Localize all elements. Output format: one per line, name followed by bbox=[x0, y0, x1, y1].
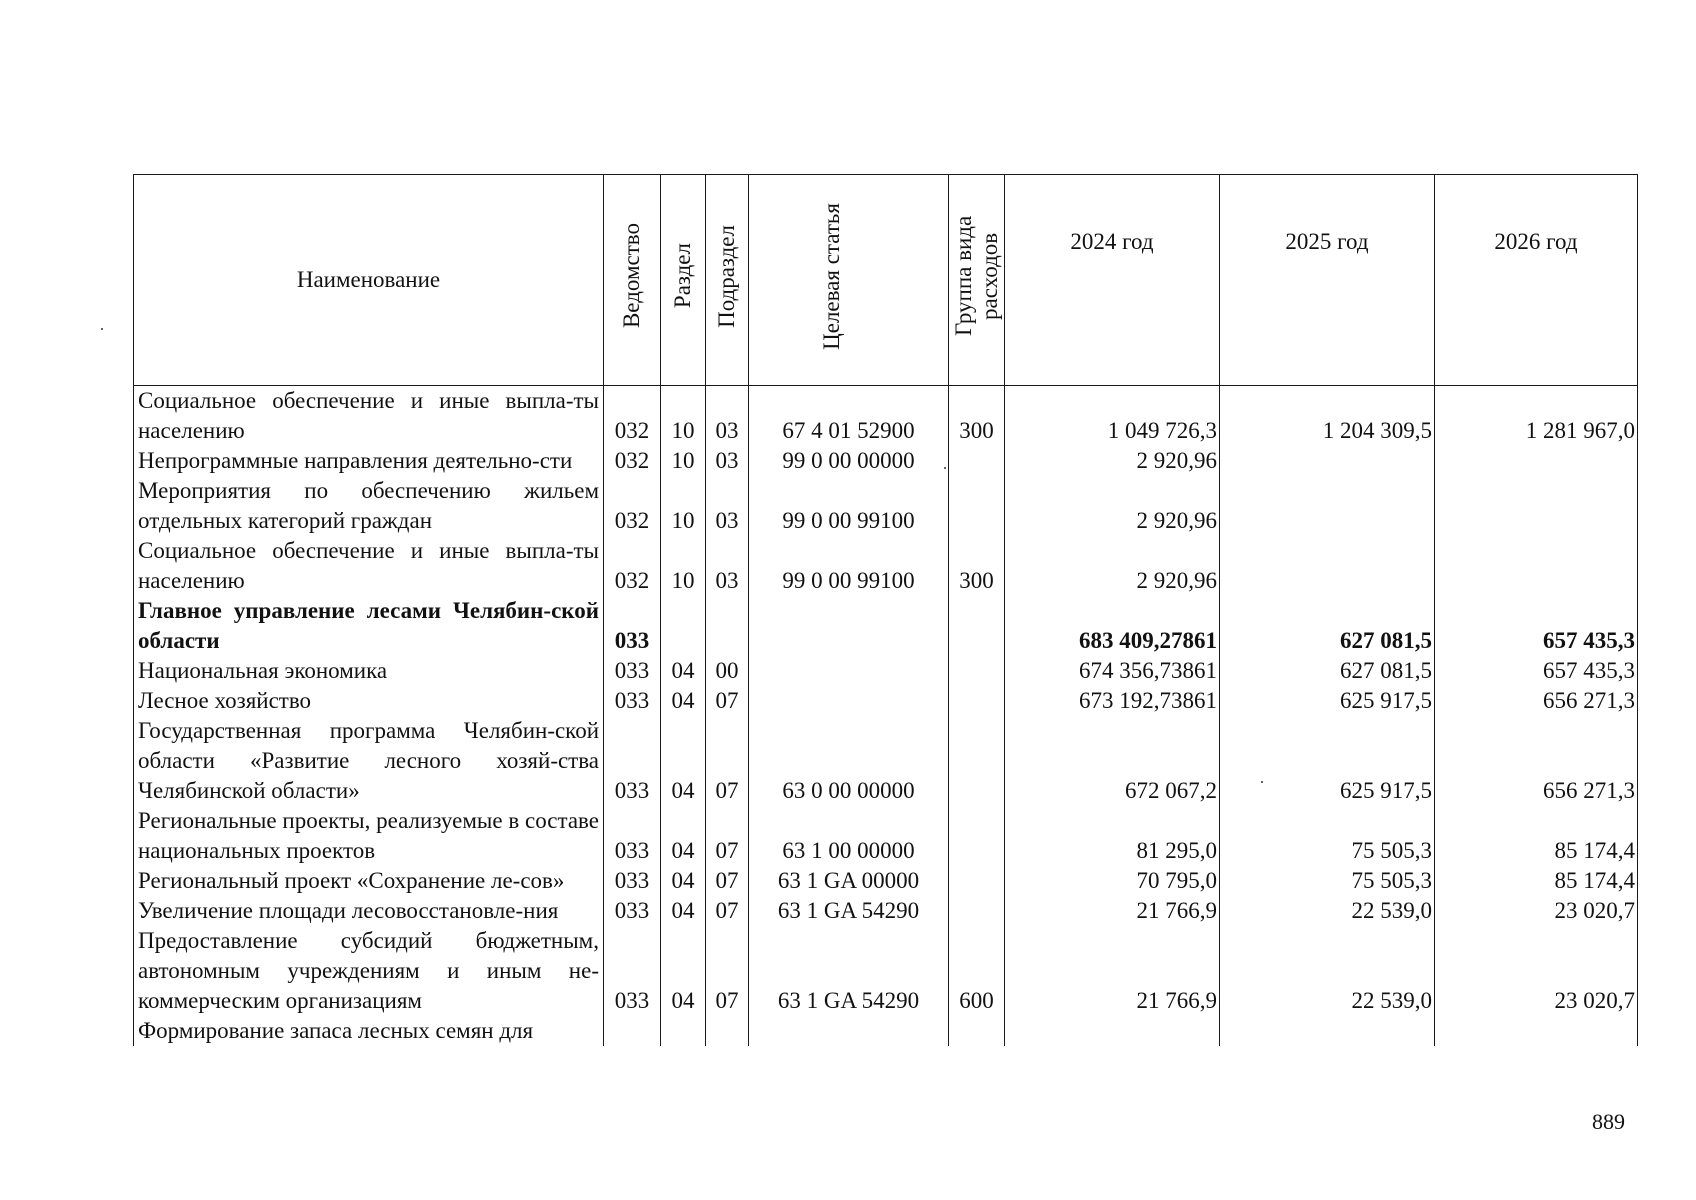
cell-y2024: 2 920,96 bbox=[1005, 476, 1220, 536]
cell-y2026 bbox=[1435, 476, 1638, 536]
cell-y2024 bbox=[1005, 1016, 1220, 1046]
cell-pod: 03 bbox=[706, 446, 749, 476]
cell-y2024: 2 920,96 bbox=[1005, 446, 1220, 476]
cell-grp bbox=[949, 806, 1005, 866]
row-forest-department bbox=[134, 596, 1638, 656]
header-celevaya-statya: Целевая статья bbox=[749, 175, 949, 386]
cell-y2026: 85 174,4 bbox=[1435, 866, 1638, 896]
cell-y2026: 85 174,4 bbox=[1435, 806, 1638, 866]
cell-y2026: 23 020,7 bbox=[1435, 926, 1638, 1016]
header-vedomstvo: Ведомство bbox=[604, 175, 661, 386]
row-housing-measures bbox=[134, 476, 1638, 536]
cell-razd: 04 bbox=[661, 926, 706, 1016]
cell-grp bbox=[949, 866, 1005, 896]
cell-name: Формирование запаса лесных семян для bbox=[134, 1016, 604, 1046]
cell-cel bbox=[749, 686, 949, 716]
cell-y2026 bbox=[1435, 446, 1638, 476]
cell-y2024: 70 795,0 bbox=[1005, 866, 1220, 896]
cell-name: Социальное обеспечение и иные выпла-ты населению bbox=[134, 536, 604, 596]
cell-name: Увеличение площади лесовосстановле-ния bbox=[134, 896, 604, 926]
row-state-program-forestry bbox=[134, 716, 1638, 806]
cell-ved: 032 bbox=[604, 386, 661, 447]
cell-pod: 07 bbox=[706, 896, 749, 926]
cell-ved: 033 bbox=[604, 596, 661, 656]
cell-razd: 04 bbox=[661, 806, 706, 866]
scan-speck bbox=[101, 328, 103, 330]
cell-ved: 033 bbox=[604, 896, 661, 926]
cell-ved: 032 bbox=[604, 536, 661, 596]
cell-razd bbox=[661, 596, 706, 656]
scan-speck bbox=[1261, 781, 1263, 783]
row-nonprogram bbox=[134, 446, 1638, 476]
cell-razd: 04 bbox=[661, 686, 706, 716]
cell-ved: 033 bbox=[604, 806, 661, 866]
cell-y2024: 672 067,2 bbox=[1005, 716, 1220, 806]
cell-cel: 63 0 00 00000 bbox=[749, 716, 949, 806]
scan-speck bbox=[944, 467, 946, 469]
cell-y2025 bbox=[1220, 446, 1435, 476]
cell-grp: 300 bbox=[949, 536, 1005, 596]
table-header-row bbox=[134, 175, 1638, 386]
cell-pod: 07 bbox=[706, 806, 749, 866]
row-regional-projects bbox=[134, 806, 1638, 866]
cell-razd: 04 bbox=[661, 866, 706, 896]
cell-cel: 63 1 GA 00000 bbox=[749, 866, 949, 896]
cell-pod: 07 bbox=[706, 716, 749, 806]
cell-y2026: 657 435,3 bbox=[1435, 596, 1638, 656]
cell-y2024: 2 920,96 bbox=[1005, 536, 1220, 596]
cell-razd: 04 bbox=[661, 656, 706, 686]
cell-cel: 99 0 00 00000 bbox=[749, 446, 949, 476]
header-year-2024: 2024 год bbox=[1005, 175, 1220, 386]
cell-y2025: 75 505,3 bbox=[1220, 806, 1435, 866]
cell-pod bbox=[706, 596, 749, 656]
cell-razd: 04 bbox=[661, 896, 706, 926]
cell-pod: 07 bbox=[706, 866, 749, 896]
cell-pod: 03 bbox=[706, 386, 749, 447]
cell-name: Лесное хозяйство bbox=[134, 686, 604, 716]
cell-ved: 033 bbox=[604, 716, 661, 806]
cell-y2024: 1 049 726,3 bbox=[1005, 386, 1220, 447]
cell-y2026: 657 435,3 bbox=[1435, 656, 1638, 686]
cell-grp: 300 bbox=[949, 386, 1005, 447]
row-subsidies bbox=[134, 926, 1638, 1016]
cell-name: Мероприятия по обеспечению жильем отдельных категорий граждан bbox=[134, 476, 604, 536]
row-forestry bbox=[134, 686, 1638, 716]
cell-ved: 032 bbox=[604, 476, 661, 536]
cell-y2025 bbox=[1220, 476, 1435, 536]
cell-name: Региональные проекты, реализуемые в составе национальных проектов bbox=[134, 806, 604, 866]
cell-y2025: 625 917,5 bbox=[1220, 716, 1435, 806]
cell-y2025: 625 917,5 bbox=[1220, 686, 1435, 716]
header-name: Наименование bbox=[134, 175, 604, 386]
cell-y2026: 1 281 967,0 bbox=[1435, 386, 1638, 447]
row-forest-seeds bbox=[134, 1016, 1638, 1046]
row-forest-preservation bbox=[134, 866, 1638, 896]
page-number: 889 bbox=[1592, 1109, 1625, 1134]
cell-cel: 63 1 GA 54290 bbox=[749, 896, 949, 926]
cell-ved: 033 bbox=[604, 866, 661, 896]
cell-name: Государственная программа Челябин-ской области «Развитие лесного хозяй-ства Челябинской области» bbox=[134, 716, 604, 806]
cell-y2025 bbox=[1220, 1016, 1435, 1046]
cell-y2025: 627 081,5 bbox=[1220, 656, 1435, 686]
cell-y2025: 22 539,0 bbox=[1220, 926, 1435, 1016]
cell-name: Социальное обеспечение и иные выпла-ты населению bbox=[134, 386, 604, 447]
cell-y2026 bbox=[1435, 536, 1638, 596]
cell-name: Непрограммные направления деятельно-сти bbox=[134, 446, 604, 476]
cell-name: Национальная экономика bbox=[134, 656, 604, 686]
row-national-economy bbox=[134, 656, 1638, 686]
cell-y2025: 1 204 309,5 bbox=[1220, 386, 1435, 447]
row-social-security-99 bbox=[134, 536, 1638, 596]
cell-razd: 10 bbox=[661, 446, 706, 476]
cell-y2025: 22 539,0 bbox=[1220, 896, 1435, 926]
cell-y2024: 21 766,9 bbox=[1005, 926, 1220, 1016]
budget-table bbox=[133, 174, 1638, 1046]
cell-y2025: 75 505,3 bbox=[1220, 866, 1435, 896]
cell-pod: 07 bbox=[706, 686, 749, 716]
cell-cel bbox=[749, 596, 949, 656]
row-social-security-67 bbox=[134, 386, 1638, 447]
cell-grp bbox=[949, 686, 1005, 716]
header-podrazdel: Подраздел bbox=[706, 175, 749, 386]
header-year-2025: 2025 год bbox=[1220, 175, 1435, 386]
cell-grp: 600 bbox=[949, 926, 1005, 1016]
cell-grp bbox=[949, 446, 1005, 476]
cell-pod bbox=[706, 1016, 749, 1046]
cell-grp bbox=[949, 476, 1005, 536]
cell-name: Предоставление субсидий бюджетным, автономным учреждениям и иным не-коммерческим организациям bbox=[134, 926, 604, 1016]
cell-y2024: 81 295,0 bbox=[1005, 806, 1220, 866]
cell-name: Региональный проект «Сохранение ле-сов» bbox=[134, 866, 604, 896]
cell-y2024: 683 409,27861 bbox=[1005, 596, 1220, 656]
cell-y2024: 21 766,9 bbox=[1005, 896, 1220, 926]
header-year-2026: 2026 год bbox=[1435, 175, 1638, 386]
cell-cel: 63 1 00 00000 bbox=[749, 806, 949, 866]
cell-y2026: 656 271,3 bbox=[1435, 686, 1638, 716]
cell-grp bbox=[949, 1016, 1005, 1046]
cell-grp bbox=[949, 656, 1005, 686]
cell-pod: 03 bbox=[706, 536, 749, 596]
cell-y2026 bbox=[1435, 1016, 1638, 1046]
cell-ved: 033 bbox=[604, 656, 661, 686]
cell-cel: 99 0 00 99100 bbox=[749, 476, 949, 536]
cell-y2024: 674 356,73861 bbox=[1005, 656, 1220, 686]
cell-pod: 03 bbox=[706, 476, 749, 536]
cell-razd: 04 bbox=[661, 716, 706, 806]
cell-cel bbox=[749, 1016, 949, 1046]
cell-y2026: 23 020,7 bbox=[1435, 896, 1638, 926]
cell-razd: 10 bbox=[661, 536, 706, 596]
cell-ved: 033 bbox=[604, 926, 661, 1016]
cell-pod: 07 bbox=[706, 926, 749, 1016]
cell-grp bbox=[949, 896, 1005, 926]
cell-pod: 00 bbox=[706, 656, 749, 686]
cell-grp bbox=[949, 716, 1005, 806]
cell-cel: 99 0 00 99100 bbox=[749, 536, 949, 596]
cell-ved: 033 bbox=[604, 686, 661, 716]
row-reforestation-area bbox=[134, 896, 1638, 926]
table-body bbox=[134, 386, 1638, 1047]
cell-cel: 63 1 GA 54290 bbox=[749, 926, 949, 1016]
header-razdel: Раздел bbox=[661, 175, 706, 386]
cell-razd: 10 bbox=[661, 476, 706, 536]
cell-y2025: 627 081,5 bbox=[1220, 596, 1435, 656]
cell-cel bbox=[749, 656, 949, 686]
cell-y2025 bbox=[1220, 536, 1435, 596]
cell-cel: 67 4 01 52900 bbox=[749, 386, 949, 447]
cell-razd: 10 bbox=[661, 386, 706, 447]
cell-ved: 032 bbox=[604, 446, 661, 476]
cell-name: Главное управление лесами Челябин-ской области bbox=[134, 596, 604, 656]
cell-grp bbox=[949, 596, 1005, 656]
header-gruppa-vida-rashodov: Группа вида расходов bbox=[949, 175, 1005, 386]
cell-razd bbox=[661, 1016, 706, 1046]
cell-y2026: 656 271,3 bbox=[1435, 716, 1638, 806]
cell-ved bbox=[604, 1016, 661, 1046]
cell-y2024: 673 192,73861 bbox=[1005, 686, 1220, 716]
